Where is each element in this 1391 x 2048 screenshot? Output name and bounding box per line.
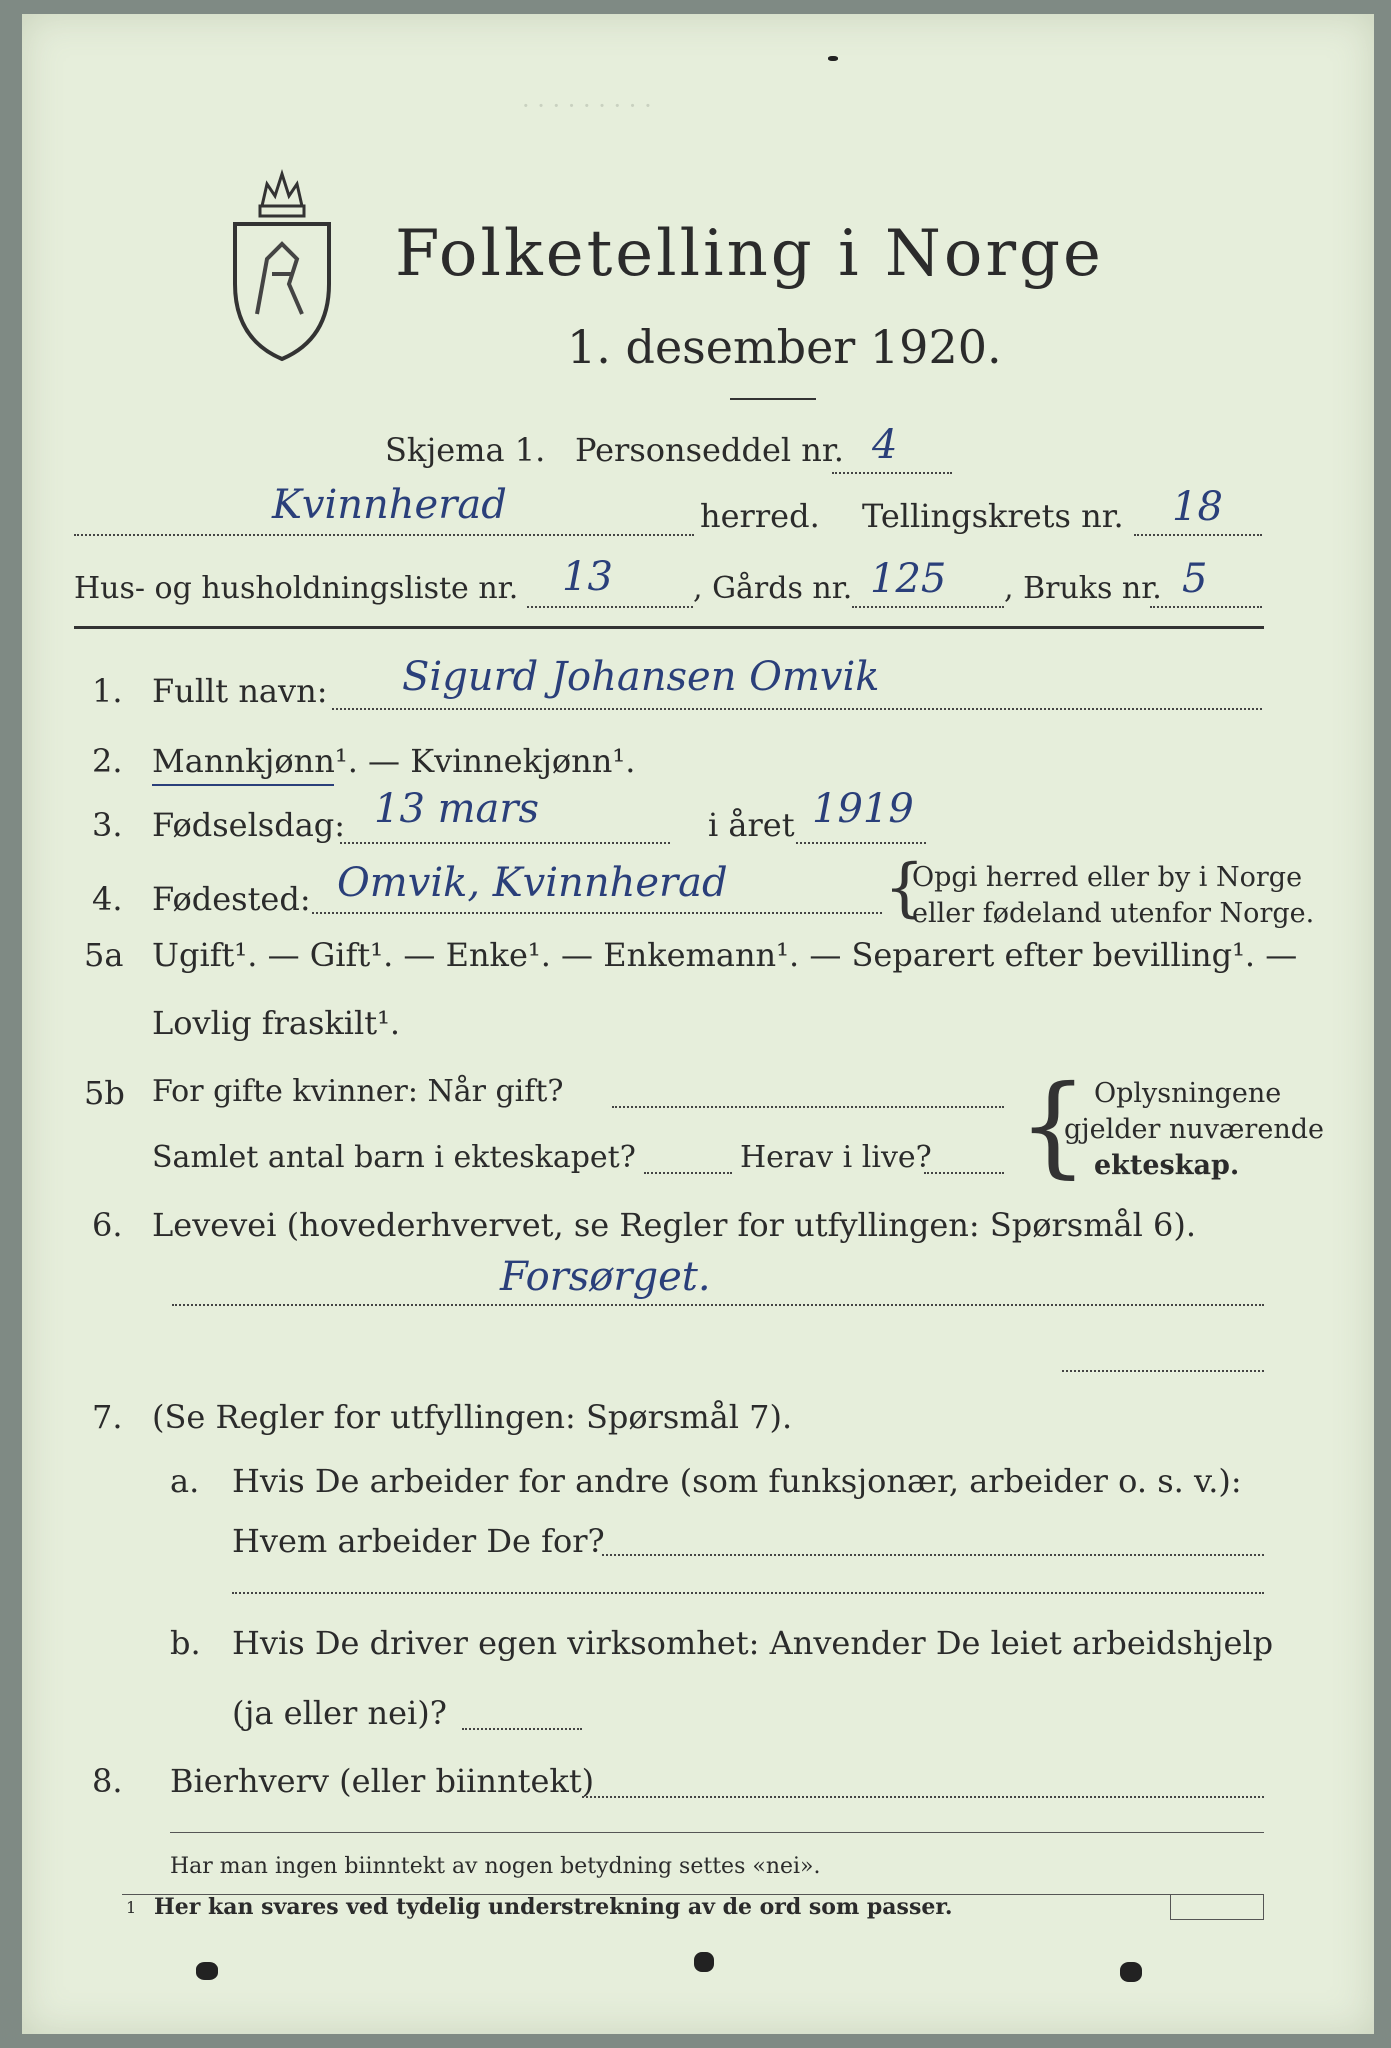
q5a-status-options-cont: Lovlig fraskilt¹. [152,1004,401,1042]
gards-value: 125 [870,556,947,602]
bruks-value: 5 [1182,556,1208,602]
q1-label: Fullt navn: [152,672,328,710]
q3-label: Fødselsdag: [152,806,346,844]
q5b-alive-label: Herav i live? [740,1140,932,1175]
q5b-note-line-3: ekteskap. [1094,1150,1240,1181]
q5b-married-when-line [612,1106,1004,1108]
q5b-married-when-label: For gifte kvinner: Når gift? [152,1074,564,1109]
footer-separator [170,1832,1264,1833]
q6-number: 6. [92,1206,123,1244]
bruks-field-line [1150,606,1262,608]
q2-selected-underline [152,784,334,786]
q8-field-line [582,1796,1264,1798]
bleed-line [1062,1370,1264,1372]
q5a-number: 5a [84,936,124,974]
q4-note-brace: { [884,851,925,925]
q3-number: 3. [92,806,123,844]
q6-field-line [172,1304,1264,1306]
q1-number: 1. [92,672,123,710]
personseddel-value: 4 [872,422,898,468]
q5a-status-options: Ugift¹. — Gift¹. — Enke¹. — Enkemann¹. — Separert efter bevilling¹. — [152,936,1298,974]
ink-mark [694,1952,714,1972]
footnote-text: Her kan svares ved tydelig understrekning av de ord som passer. [154,1894,953,1920]
q8-number: 8. [92,1762,123,1800]
hus-value: 13 [562,554,613,600]
q7a-letter: a. [170,1462,200,1500]
herred-label: herred. [700,497,820,535]
header-separator [74,626,1264,629]
q7a-employer-label: Hvem arbeider De for? [232,1522,605,1560]
hus-field-line [527,606,693,608]
q5b-alive-line [924,1172,1004,1174]
page-title: Folketelling i Norge [395,217,1104,291]
schema-label: Skjema 1. [385,431,546,469]
q4-label: Fødested: [152,880,311,918]
q4-note-line-1: Opgi herred eller by i Norge [912,862,1303,893]
q5b-note-line-1: Oplysningene [1094,1078,1282,1109]
q4-birthplace-value: Omvik, Kvinnherad [337,860,728,906]
hus-label: Hus- og husholdningsliste nr. [74,571,519,606]
q5b-note-brace: { [1018,1061,1088,1189]
q7b-help-line [462,1728,582,1730]
ink-mark [1120,1962,1142,1982]
herred-value: Kvinnherad [272,482,507,528]
herred-field-line [74,534,694,536]
q7a-extra-line [232,1592,1264,1594]
q4-note-line-2: eller fødeland utenfor Norge. [912,898,1315,929]
q4-number: 4. [92,880,123,918]
bleed-through-text: · · · · · · · · · [522,92,652,120]
norwegian-coat-of-arms-icon [227,164,337,364]
q5b-children-line [644,1172,732,1174]
q3-birthday-value: 13 mars [374,786,540,832]
footer-note: Har man ingen biinntekt av nogen betydning settes «nei». [170,1854,821,1879]
ink-mark [196,1962,218,1980]
bruks-label: , Bruks nr. [1004,571,1162,606]
q7-label: (Se Regler for utfyllingen: Spørsmål 7). [152,1398,793,1436]
gards-label: , Gårds nr. [693,571,853,606]
q5b-number: 5b [84,1074,125,1112]
census-form-page [22,14,1374,2034]
q5b-note-line-2: gjelder nuværende [1064,1114,1324,1145]
q6-occupation-value: Forsørget. [500,1254,711,1300]
personseddel-field-line [832,472,952,474]
q7a-label: Hvis De arbeider for andre (som funksjonær, arbeider o. s. v.): [232,1462,1242,1500]
printer-stamp [1170,1894,1264,1920]
q7b-letter: b. [170,1624,201,1662]
q1-field-line [332,708,1262,710]
q3-year-field-line [796,842,926,844]
q8-label: Bierhverv (eller biinntekt) [170,1762,595,1800]
q7b-label: Hvis De driver egen virksomhet: Anvender De leiet arbeidshjelp [232,1624,1274,1662]
gards-field-line [852,606,1004,608]
footnote-number: 1 [126,1898,137,1917]
q3-year-label: i året [708,806,795,844]
personseddel-label: Personseddel nr. [575,431,844,469]
title-divider [730,398,816,400]
q3-year-value: 1919 [812,786,914,832]
q1-full-name-value: Sigurd Johansen Omvik [402,654,880,700]
q7a-employer-line [602,1554,1264,1556]
q3-field-line [340,842,670,844]
q4-field-line [312,912,882,914]
tellingskrets-field-line [1134,534,1262,536]
census-date: 1. desember 1920. [567,320,1002,374]
tellingskrets-value: 18 [1172,484,1223,530]
tellingskrets-label: Tellingskrets nr. [862,497,1124,535]
q2-number: 2. [92,742,123,780]
q7-number: 7. [92,1398,123,1436]
q6-label: Levevei (hovederhvervet, se Regler for utfyllingen: Spørsmål 6). [152,1206,1197,1244]
q7b-help-label: (ja eller nei)? [232,1694,447,1732]
ink-mark [828,56,838,61]
q2-sex-options: Mannkjønn¹. — Kvinnekjønn¹. [152,742,636,780]
q5b-children-label: Samlet antal barn i ekteskapet? [152,1140,636,1175]
